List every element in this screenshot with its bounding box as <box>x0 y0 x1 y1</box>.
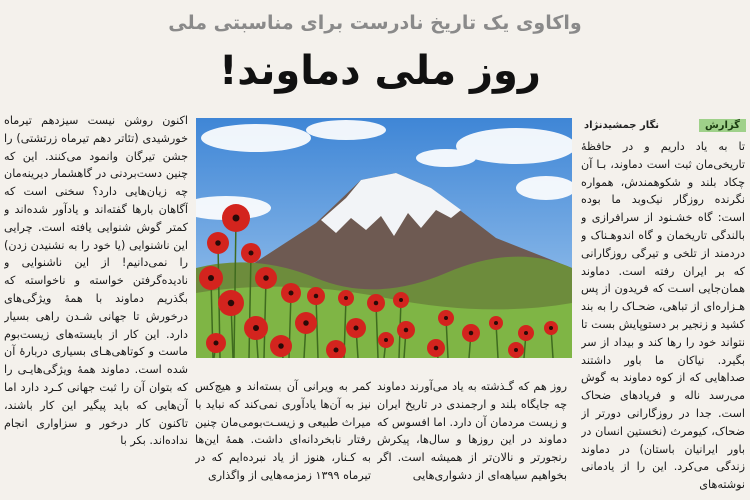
poppy-center <box>289 291 294 296</box>
poppy-center <box>399 298 403 302</box>
byline <box>580 117 746 134</box>
poppy-center <box>549 326 553 330</box>
poppy-center <box>494 321 498 325</box>
column-text: تا به یاد داریم و در حافظهٔ تاریخی‌مان ثبت است دماوند، بـا آن چکاد بلند و شکوهمندش، همواره نگرنده روزگار نیک‌وبد ما بوده است: گاه خشـنود از سرافرازی و بالندگی تاریخمان و گاه اندوهـناک و دردمند از تلخی و تیرگی روزگارانی که بر ایران رفته است. دماوند همان‌جایی اسـت که فریدون از پس هـزاره‌ای از تباهی، ضحـاک را به بند کشید و زنجیر بر دستوپایش بست تا نتواند خود را رها کند و بیداد از سر بگیرد. نیاکان ما باور داشتند صداهایی که از کوه دماوند به گوش می‌رسد ناله و فریادهای ضحاک است. جدا در روزگارانی دورتر از ضحاک، کیومرث (نخستین انسان در باور ایرانیان باستان) در دماوند زندگی می‌کرد. این را از یادمانی نوشته‌های <box>581 140 745 492</box>
column-text: اکنون روشن نیست سیزدهم تیرماه خورشیدی (تئاتر دهم تیرماه زرتشتی) را جشن تیرگان وانمود می‌کنند. این که چنین دست‌بردنی در گاهشمار دیرینه‌مان چه زیان‌هایی دارد؟ سخنی است که آگاهان بارها گفته‌اند و یادآور شده‌اند و کمتر گوش شنوایی یافته است. چرایی این ناشنوایی (یا خود را به نشنیدن زدن) را نمی‌دانیم! از این ناشنوایی و نادیده‌گرفتن خواسته و ناخواسته که بگذریم دماوند با همهٔ ویژگی‌های درخورش تا جهانی شـدن راهی بسیار دارد. این کار از بایسته‌های زیست‌بوم ماست و کوتاهی‌هـای بسیاری دربارهٔ آن شده است. دماوند همهٔ ویژگی‌هایـی را که بتوان آن را ثبت جهانی کـرد دارد اما آن‌هایی که باید پیگیر این کار باشند، تاکنون کار درخور و سزاواری انجام نداده‌اند. بکر با <box>4 114 188 448</box>
column-text: روز هم که گـذشته به یاد می‌آورند دماوند چه جایگاه بلند و ارجمندی در تاریخ ایران و زیست مردمان آن دارد. اما افسوس که دماوند در این روزها و سال‌ها، پیکرش رنجورتر و نالان‌تر از همیشه است. اگر بخواهیم سیاهه‌ای از دشواری‌هایی <box>377 380 567 482</box>
poppy-center <box>469 331 474 336</box>
poppy-center <box>434 346 439 351</box>
poppy-center <box>404 328 409 333</box>
poppy-center <box>303 320 309 326</box>
poppy-center <box>314 294 319 299</box>
poppy-center <box>208 275 214 281</box>
article-column-right <box>581 138 745 500</box>
article-column-middle-right <box>377 378 567 500</box>
poppy-center <box>514 348 518 352</box>
section-badge: گزارش <box>699 119 746 132</box>
article-column-left <box>4 112 188 500</box>
poppy-center <box>344 296 348 300</box>
poppy-center <box>374 301 379 306</box>
poppy-center <box>233 215 240 222</box>
poppy-center <box>249 251 254 256</box>
damavand-photo <box>196 118 572 358</box>
mountain-poppy-image <box>196 118 572 358</box>
poppy-center <box>524 331 528 335</box>
poppy-center <box>278 343 284 349</box>
poppy-center <box>215 240 221 246</box>
poppy-center <box>334 348 339 353</box>
poppy-center <box>384 338 388 342</box>
poppy-center <box>354 326 359 331</box>
poppy-center <box>228 300 235 307</box>
article-column-middle-left <box>195 378 371 500</box>
poppy-center <box>214 341 219 346</box>
poppy-center <box>263 275 269 281</box>
poppy-center <box>444 316 448 320</box>
headline: روز ملی دماوند! <box>219 48 541 94</box>
column-text: کمر به ویرانی آن بسته‌اند و هیچ‌کس نیز به آن‌ها یادآوری نمی‌کند که نباید با میراث طبیعی و زیسـت‌بومی‌مان چنین رفتار نابخردانه‌ای داشت. همهٔ این‌ها به کـنار، هنوز از یاد نبرده‌ایم که در تیرماه ۱۳۹۹ زمزمه‌هایی از واگذاری <box>195 380 371 482</box>
author-name: نگار جمشیدنژاد <box>584 120 660 131</box>
kicker: واکاوی یک تاریخ نادرست برای مناسبتی ملی <box>168 12 582 34</box>
poppy-center <box>253 325 259 331</box>
